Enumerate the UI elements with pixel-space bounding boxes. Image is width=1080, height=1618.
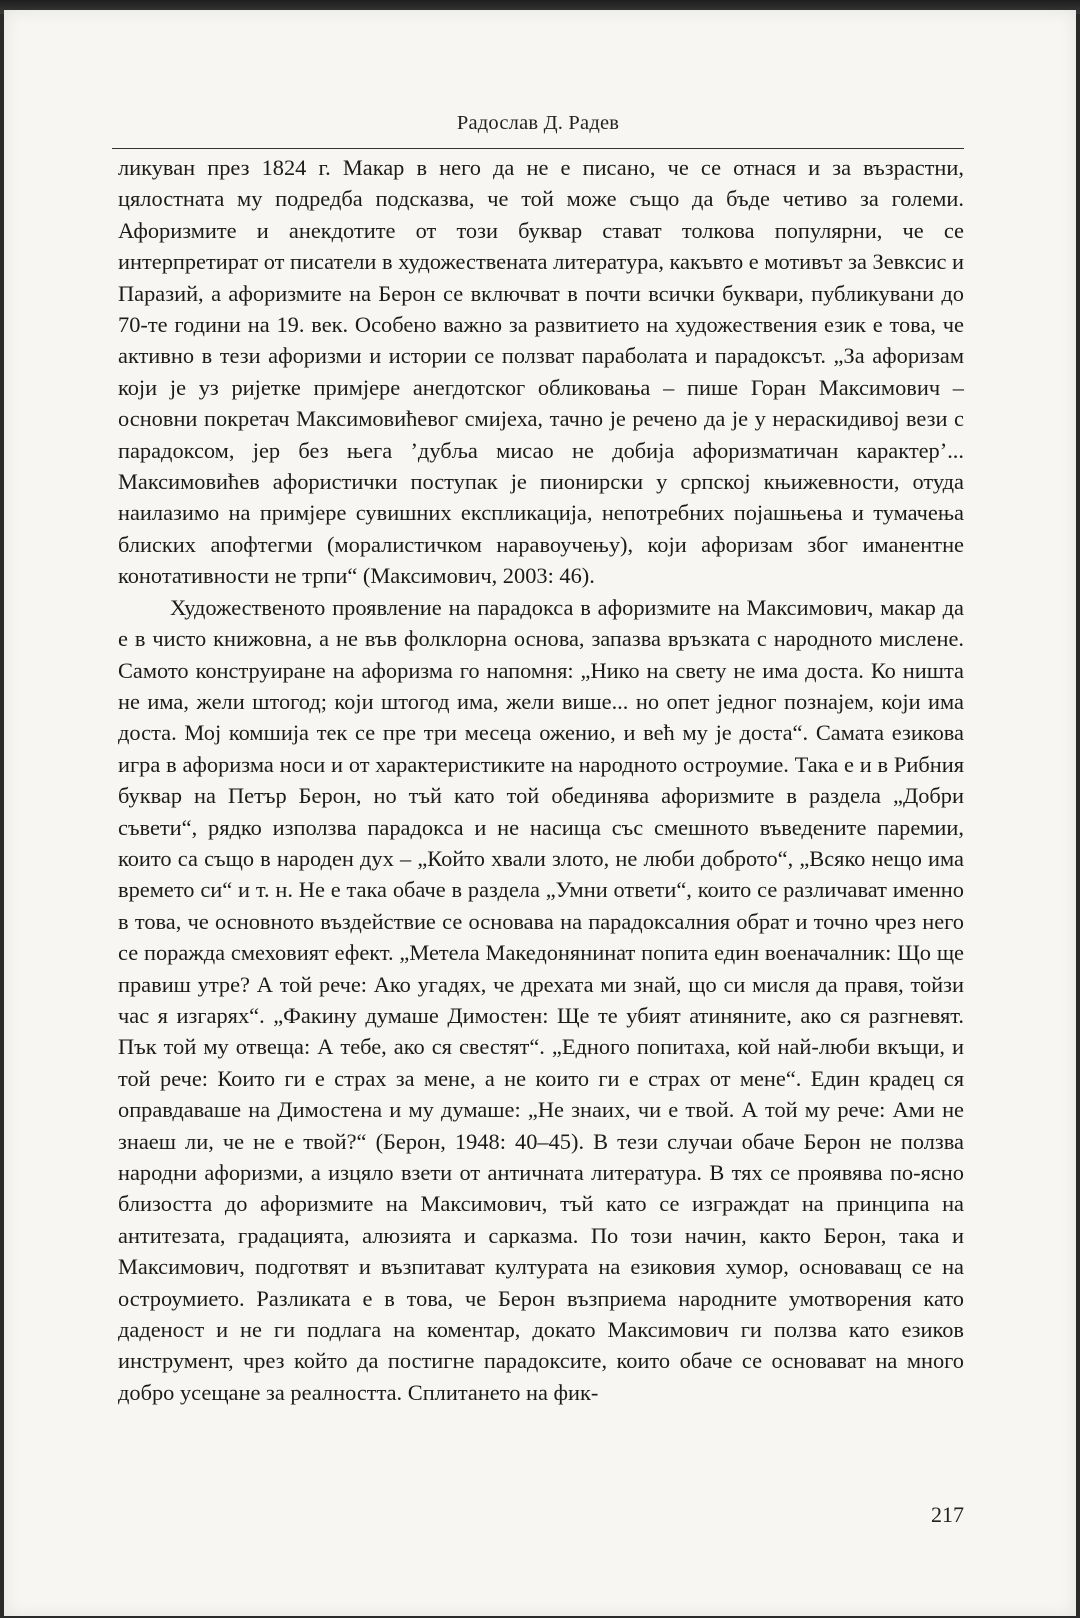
paragraph-2: Художественото проявление на парадокса в афоризмите на Максимович, макар да е в чисто книжовна, а не във фолклорна основа, запазва връзката с народното мислене. Самото конструиране на афоризма го напомня: „Нико на свету не има доста. Ко ништа не има, жели штогод; који штогод има, жели више... но опет једног познајем, који има доста. Мој комшија тек се пре три месеца оженио, и већ му је доста“. Самата езикова игра в афоризма носи и от характеристиките на народното остроумие. Така е и в Рибния буквар на Петър Берон, но тъй като той обединява афоризмите в раздела „Добри съвети“, рядко използва парадокса и не насища със смешното въведените паремии, които са също в народен дух – „Който хвали злото, не люби доброто“, „Всяко нещо има времето си“ и т. н. Не е така обаче в раздела „Умни ответи“, които се различават именно в това, че основното въздействие се основава на парадоксалния обрат и точно чрез него се поражда смеховият ефект. „Метела Македонянинат попита един военачалник: Що ще правиш утре? А той рече: Ако угадях, че дрехата ми знай, що си мисля да правя, тойзи час я изгарях“. „Факину думаше Димостен: Ще те убият атиняните, ако ся разгневят. Пък той му отвеща: А тебе, ако ся свестят“. „Едного попитаха, кой най-люби вкъщи, и той рече: Които ги е страх за мене, а не които ги е страх от мене“. Един крадец ся оправдаваше на Димостена и му думаше: „Не знаих, чи е твой. А той му рече: Ами не знаеш ли, че не е твой?“ (Берон, 1948: 40–45). В тези случаи обаче Берон не ползва народни афоризми, а изцяло взети от античната литература. В тях се проявява по-ясно близостта до афоризмите на Максимович, тъй като се изграждат на принципа на антитезата, градацията, алюзията и сарказма. По този начин, както Берон, така и Максимович, подготвят и възпитават културата на езиковия хумор, основаващ се на остроумието. Разликата е в това, че Берон възприема народните умотворения като даденост и не ги подлага на коментар, докато Максимович ги ползва като езиков инструмент, чрез който да постигне парадоксите, които обаче се основават на много добро усещане за реалността. Сплитането на фик- xyxy=(118,594,964,1405)
running-head: Радослав Д. Радев xyxy=(456,112,620,134)
paragraph-1: ликуван през 1824 г. Макар в него да не е писано, че се отнася и за възрастни, цялостната му подредба подсказва, че той може също да бъде четиво за големи. Афоризмите и анекдотите от този буквар стават толкова популярни, че се интерпретират от писатели в художествената литература, какъвто е мотивът за Зевксис и Паразий, а афоризмите на Берон се включват в почти всички буквари, публикувани до 70-те години на 19. век. Особено важно за развитието на художествения език е това, че активно в тези афоризми и истории се ползват параболата и парадоксът. „За афоризам који је уз ријетке примјере анегдотског обликовања – пише Горан Максимович – основни покретач Максимовићевог смијеха, тачно је речено да је у нераскидивој вези с парадоксом, јер без њега ’дубља мисао не добија афоризматичан карактер’... Максимовићев афористички поступак је пионирски у српској књижевности, отуда наилазимо на примјере сувишних експликација, непотребних појашњења и тумачења блиских апофтегми (моралистичком наравоучењу), који афоризам због иманентне конотативности не трпи“ (Максимович, 2003: 46). xyxy=(118,155,964,589)
page-number: 217 xyxy=(931,1502,964,1527)
header-rule xyxy=(112,148,964,149)
body-text xyxy=(118,152,964,1408)
